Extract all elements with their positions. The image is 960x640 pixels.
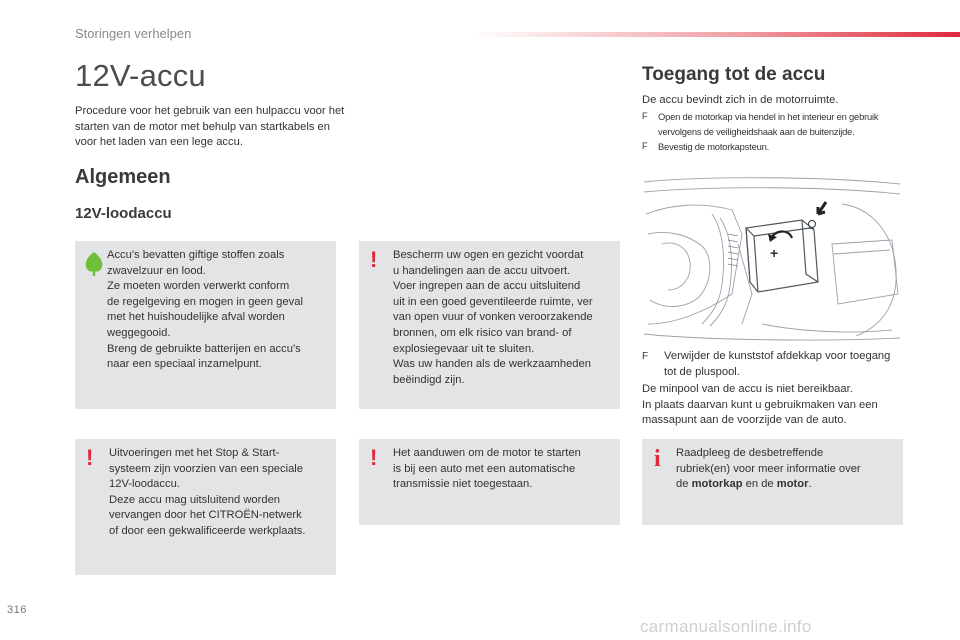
- pointer-arrow-icon: [818, 202, 826, 214]
- heading-toegang: Toegang tot de accu: [642, 64, 826, 85]
- warning-exclamation-icon: !: [370, 445, 378, 470]
- bullet-icon: F: [642, 141, 648, 151]
- step-open-bonnet: F Open de motorkap via hendel in het interieur en gebruik vervolgens de veiligheidshaak aan de buitenzijde.: [642, 111, 879, 137]
- minus-terminal-mark: −: [808, 223, 815, 235]
- info-note-text: Raadpleeg de desbetreffende rubriek(en) voor meer informatie over de motorkap en de motor.: [676, 447, 861, 491]
- ecology-note-box: [75, 241, 336, 409]
- stop-start-warning-box: [75, 439, 336, 575]
- warning-exclamation-icon: !: [86, 445, 94, 470]
- plus-terminal-mark: +: [770, 245, 779, 261]
- step-bonnet-support: F Bevestig de motorkapsteun.: [642, 141, 770, 152]
- page-title: 12V-accu: [75, 58, 206, 93]
- header-accent-rule: [470, 32, 960, 37]
- page-number: 316: [7, 604, 27, 616]
- link-motorkap: motorkap: [691, 478, 743, 491]
- ecology-note-text: Accu's bevatten giftige stoffen zoals zwavelzuur en lood. Ze moeten worden verwerkt conform de regelgeving en mogen in geen geval met het huishoudelijke afval worden weggegooid. Breng de gebruikte batterijen en accu's naar een speciaal inzamelpunt.: [107, 249, 303, 371]
- access-intro: De accu bevindt zich in de motorruimte.: [642, 94, 839, 106]
- bullet-icon: F: [642, 351, 649, 362]
- bullet-icon: F: [642, 111, 648, 121]
- safety-warning-box: [359, 241, 620, 409]
- push-start-warning-box: [359, 439, 620, 525]
- info-note-box: [642, 439, 903, 525]
- info-icon: i: [654, 446, 661, 472]
- section-header: Storingen verhelpen: [75, 26, 192, 41]
- safety-warning-text: Bescherm uw ogen en gezicht voordat u handelingen aan de accu uitvoert. Voer ingrepen aan de accu uitsluitend uit in een goed geventileerde ruimte, ver van open vuur of vonken veroorzakende bronnen, om elk risico van brand- of explosiegevaar uit te sluiten. Was uw handen als de werkzaamheden beëindigd zijn.: [393, 249, 593, 386]
- leaf-icon: [83, 251, 105, 277]
- negative-terminal-note: De minpool van de accu is niet bereikbaar. In plaats daarvan kunt u gebruikmaken van een massapunt aan de voorzijde van de auto.: [642, 383, 878, 426]
- watermark: carmanualsonline.info: [640, 617, 812, 636]
- stop-start-warning-text: Uitvoeringen met het Stop & Start- systeem zijn voorzien van een speciale 12V-loodaccu. Deze accu mag uitsluitend worden vervangen door het CITROËN-netwerk of door een gekwalificeerde werkplaats.: [109, 447, 306, 537]
- push-start-warning-text: Het aanduwen om de motor te starten is bij een auto met een automatische transmissie niet toegestaan.: [393, 447, 581, 491]
- heading-algemeen: Algemeen: [75, 166, 171, 188]
- intro-text: Procedure voor het gebruik van een hulpaccu voor het starten van de motor met behulp van startkabels en voor het laden van een lege accu.: [75, 105, 345, 148]
- engine-bay-illustration: [642, 174, 904, 346]
- warning-exclamation-icon: !: [370, 247, 378, 272]
- link-motor: motor: [776, 478, 809, 491]
- heading-loodaccu: 12V-loodaccu: [75, 205, 172, 222]
